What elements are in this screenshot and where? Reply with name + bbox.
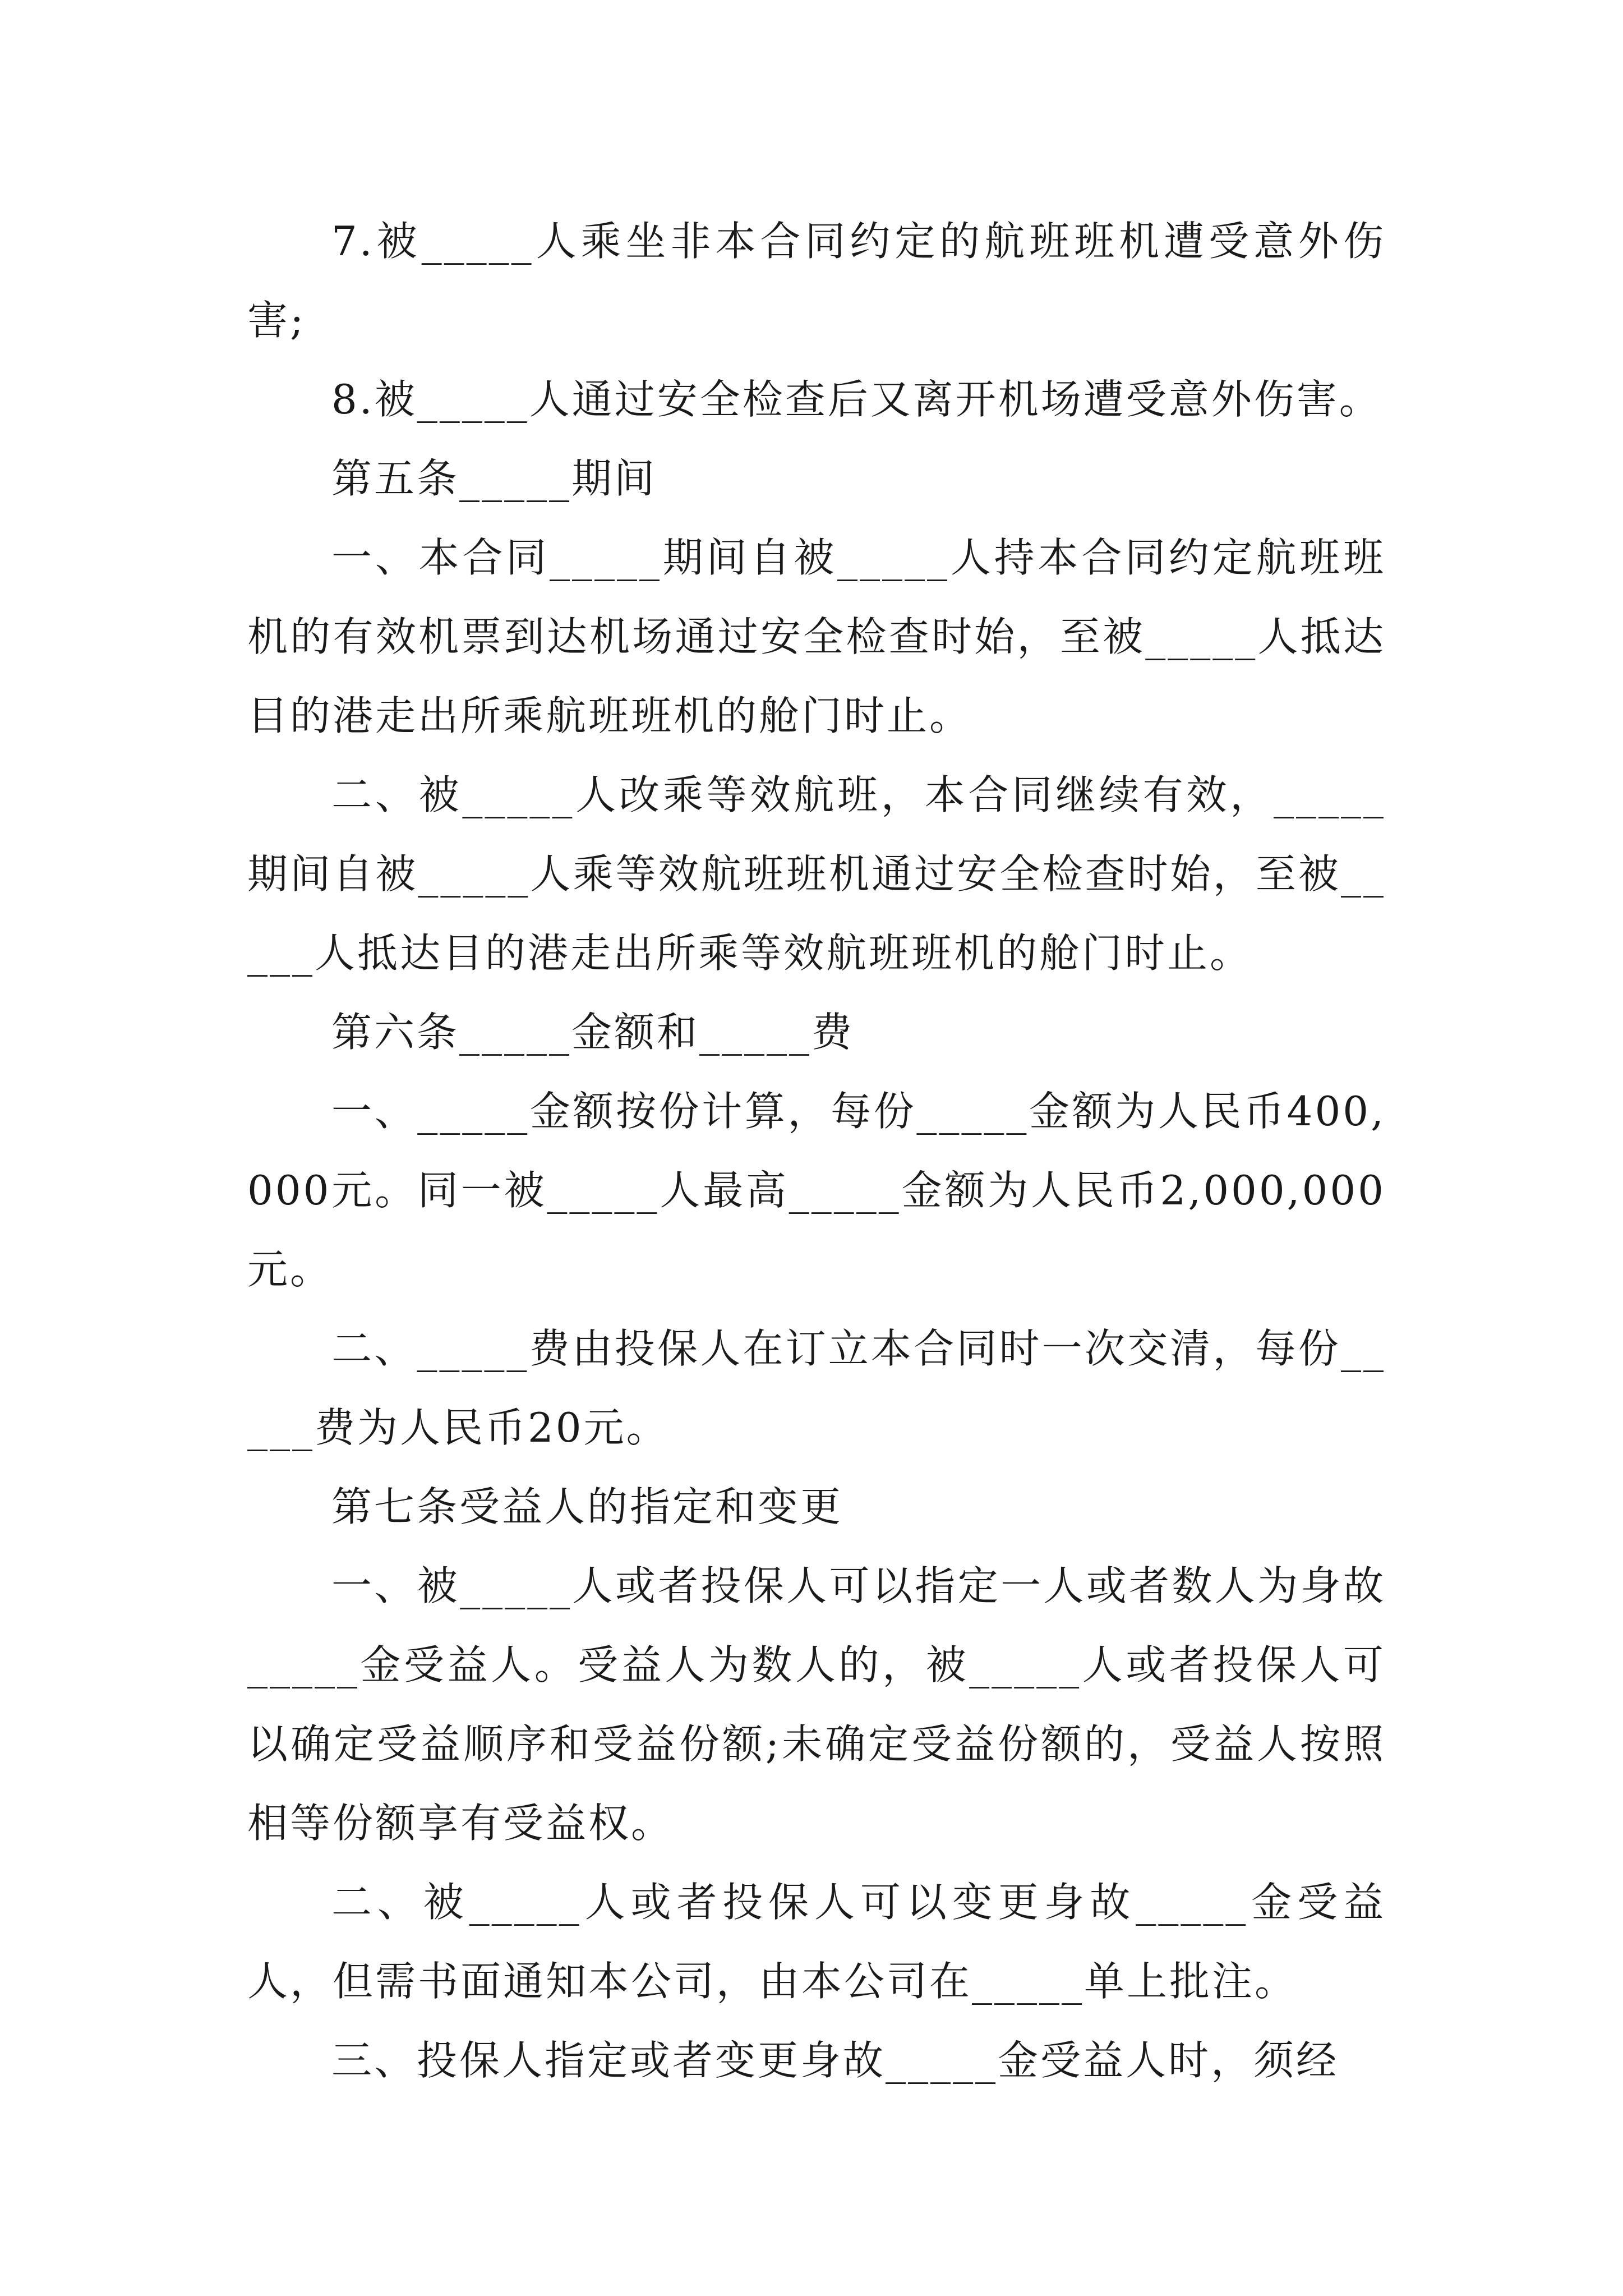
article-7-section-1: 一、被_____人或者投保人可以指定一人或者数人为身故_____金受益人。受益人为数人的，被_____人或者投保人可以确定受益顺序和受益份额;未确定受益份额的，受益人按照相等份额享有受益权。	[247, 1562, 1386, 1847]
article-7-heading: 第七条受益人的指定和变更	[331, 1483, 843, 1530]
article-5-section-1: 一、本合同_____期间自被_____人持本合同约定航班班机的有效机票到达机场通过安全检查时始，至被_____人抵达目的港走出所乘航班班机的舱门时止。	[247, 534, 1386, 739]
article-6-section-1: 一、_____金额按份计算，每份_____金额为人民币400,000元。同一被_____人最高_____金额为人民币2,000,000元。	[247, 1088, 1386, 1293]
article-5-heading: 第五条_____期间	[331, 455, 657, 502]
document-body	[247, 202, 1386, 2100]
article-6-heading: 第六条_____金额和_____费	[331, 1009, 855, 1056]
article-7-section-3: 三、投保人指定或者变更身故_____金受益人时，须经	[331, 2037, 1339, 2084]
clause-item-7: 7.被_____人乘坐非本合同约定的航班班机遭受意外伤害;	[247, 218, 1386, 344]
clause-item-8: 8.被_____人通过安全检查后又离开机场遭受意外伤害。	[331, 376, 1382, 423]
article-6-section-2: 二、_____费由投保人在订立本合同时一次交清，每份_____费为人民币20元。	[247, 1325, 1386, 1451]
article-5-section-2: 二、被_____人改乘等效航班，本合同继续有效，_____期间自被_____人乘等效航班班机通过安全检查时始，至被_____人抵达目的港走出所乘等效航班班机的舱门时止。	[247, 771, 1386, 977]
article-7-section-2: 二、被_____人或者投保人可以变更身故_____金受益人，但需书面通知本公司，由本公司在_____单上批注。	[247, 1879, 1386, 2005]
